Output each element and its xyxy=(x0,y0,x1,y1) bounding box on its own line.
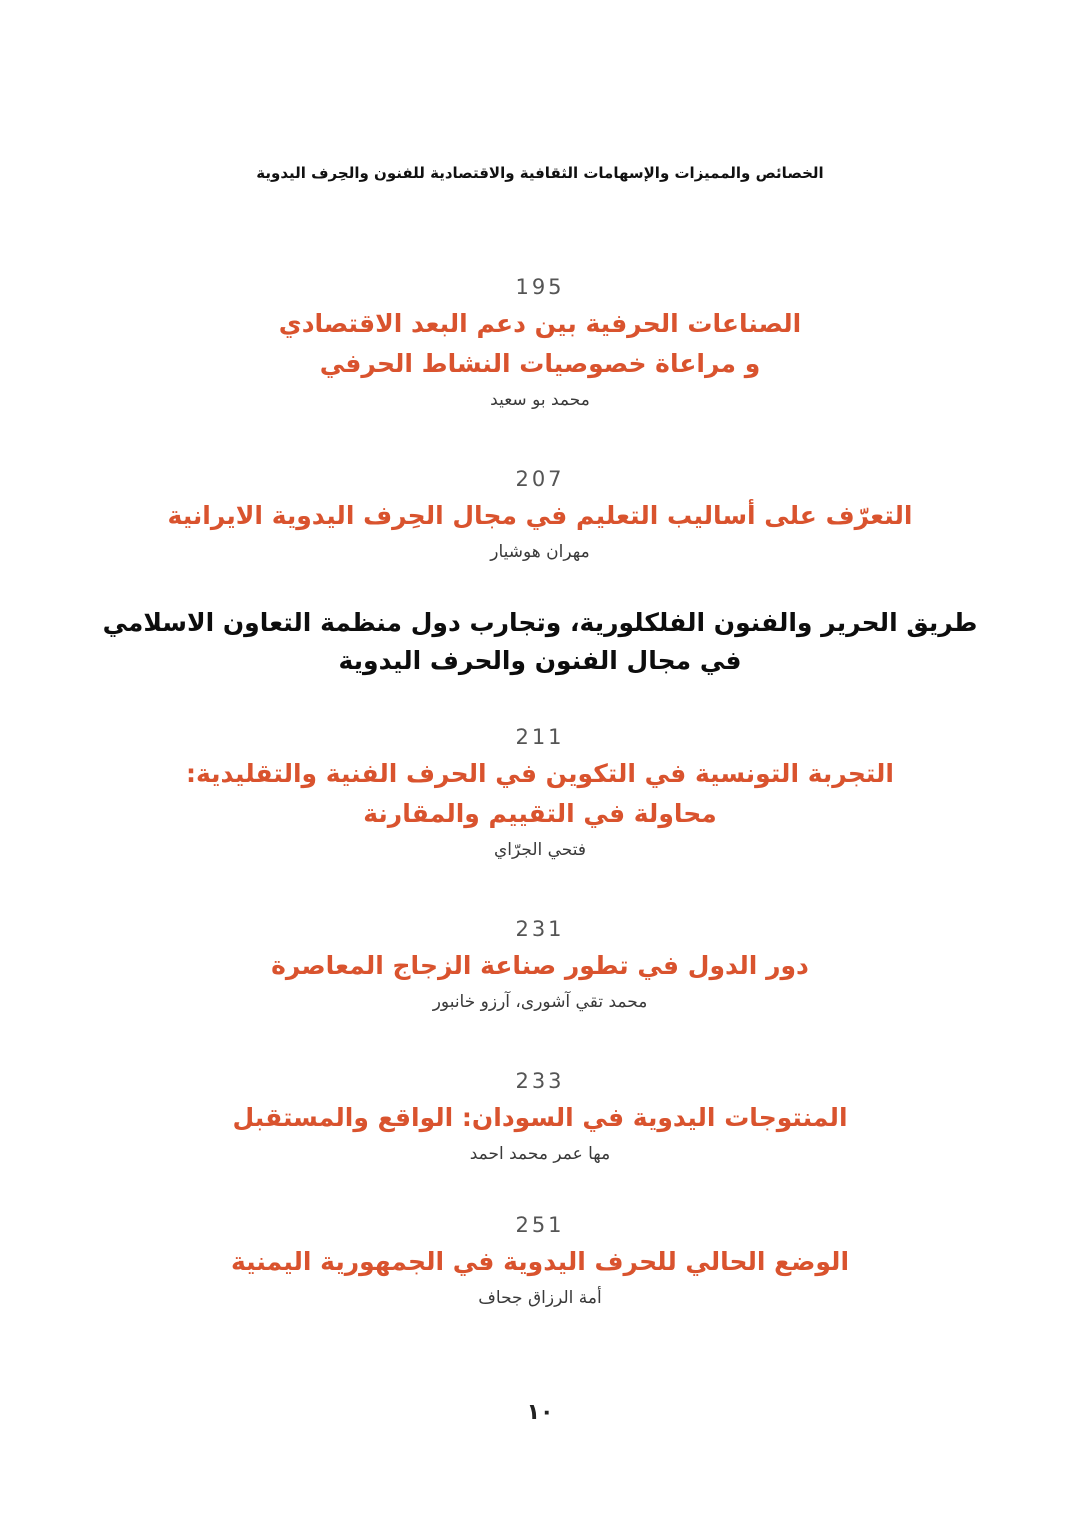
entry-title-line: التعرّف على أساليب التعليم في مجال الحِرف اليدوية الايرانية xyxy=(167,501,913,530)
toc-entry[interactable] xyxy=(0,1212,1080,1310)
entry-author: مهران هوشيار xyxy=(490,542,590,562)
entry-title-line: الصناعات الحرفية بين دعم البعد الاقتصادي xyxy=(278,309,802,338)
toc-entry[interactable] xyxy=(0,466,1080,564)
entry-title-line: المنتوجات اليدوية في السودان: الواقع والمستقبل xyxy=(232,1103,848,1132)
entry-page-number: 207 xyxy=(515,467,565,491)
entry-author: محمد بو سعيد xyxy=(490,390,590,410)
toc-entry[interactable] xyxy=(0,916,1080,1014)
page-folio: ١٠ xyxy=(526,1400,554,1425)
entry-title-line: الوضع الحالي للحرف اليدوية في الجمهورية اليمنية xyxy=(230,1247,850,1276)
running-header: الخصائص والمميزات والإسهامات الثقافية والاقتصادية للفنون والحِرف اليدوية xyxy=(256,164,824,182)
entry-title[interactable] xyxy=(0,754,1080,834)
entry-page-number: 233 xyxy=(515,1069,565,1093)
entry-title-line: و مراعاة خصوصيات النشاط الحرفي xyxy=(319,349,761,378)
entry-title[interactable] xyxy=(0,1242,1080,1282)
entry-title[interactable] xyxy=(0,1098,1080,1138)
section-heading-line: في مجال الفنون والحرف اليدوية xyxy=(338,646,742,675)
entry-title-line: التجربة التونسية في التكوين في الحرف الفنية والتقليدية: xyxy=(186,759,894,788)
entry-title[interactable] xyxy=(0,946,1080,986)
entry-page-number: 251 xyxy=(515,1213,565,1237)
entry-title-line: دور الدول في تطور صناعة الزجاج المعاصرة xyxy=(271,951,809,980)
entry-page-number: 231 xyxy=(515,917,565,941)
section-heading xyxy=(0,604,1080,680)
section-heading-line: طريق الحرير والفنون الفلكلورية، وتجارب دول منظمة التعاون الاسلامي xyxy=(102,608,978,637)
entry-title[interactable] xyxy=(0,496,1080,536)
entry-title-line: محاولة في التقييم والمقارنة xyxy=(363,799,717,828)
entry-author: مها عمر محمد احمد xyxy=(469,1144,611,1164)
toc-entry[interactable] xyxy=(0,274,1080,412)
entry-author: أمة الرزاق جحاف xyxy=(478,1288,602,1308)
entry-page-number: 195 xyxy=(515,275,565,299)
entry-author: محمد تقي آشوری، آرزو خانبور xyxy=(432,992,648,1012)
entry-author: فتحي الجرّاي xyxy=(493,840,587,860)
toc-entry[interactable] xyxy=(0,724,1080,862)
toc-entry[interactable] xyxy=(0,1068,1080,1166)
entry-title[interactable] xyxy=(0,304,1080,384)
entry-page-number: 211 xyxy=(515,725,565,749)
